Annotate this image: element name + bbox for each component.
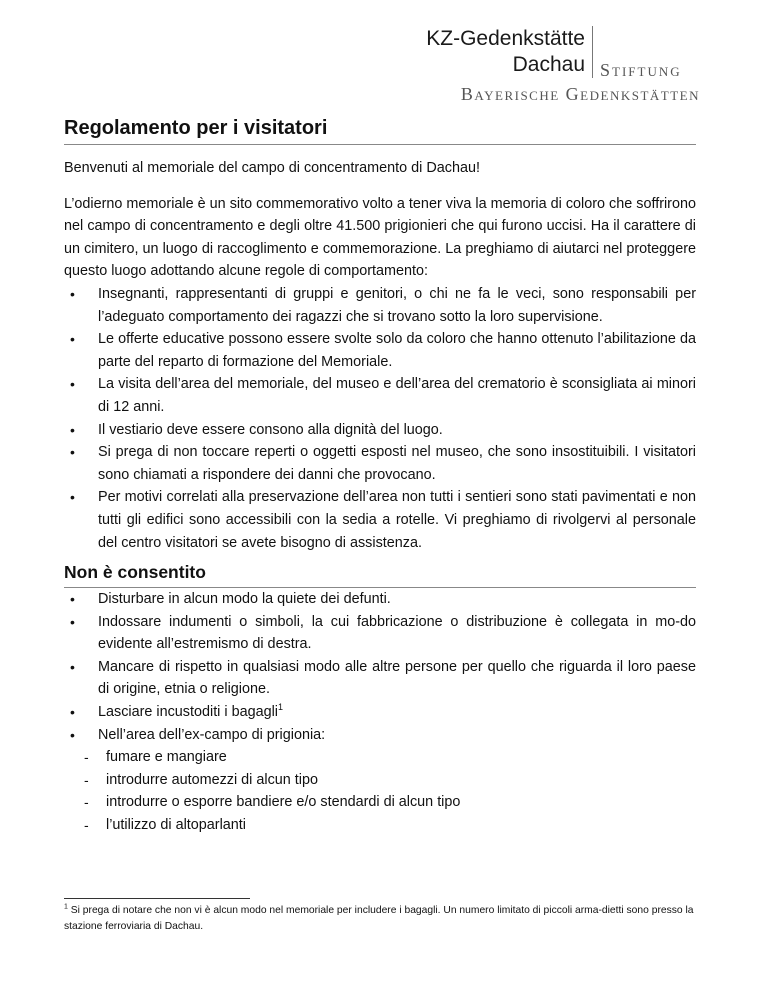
- prohibited-item-camp-area: [64, 724, 696, 837]
- camp-area-text: Nell’area dell’ex-campo di prigionia:: [98, 726, 326, 743]
- memorial-logo: [410, 20, 700, 110]
- footnote: [64, 903, 704, 935]
- logo-divider: [592, 26, 593, 78]
- prohibited-list: [64, 588, 696, 837]
- footnote-reference: 1: [278, 702, 284, 713]
- rule-item: • Si prega di non toccare reperti o oggetti esposti nel museo, che sono insostituibili. I visitatori sono chiamati a rispondere dei danni che provocano.: [64, 441, 696, 486]
- camp-area-sublist: [64, 746, 696, 836]
- rule-item: • Le offerte educative possono essere svolte solo da coloro che hanno ottenuto l’abilitazione da parte del reparto di formazione del Memoriale.: [64, 328, 696, 373]
- logo-wordmark: [426, 26, 585, 78]
- rule-item: • Per motivi correlati alla preservazione dell’area non tutti i sentieri sono stati pavimentati e non tutti gli edifici sono accessibili con la sedia a rotelle. Vi preghiamo di rivolgervi al personale del centro visitatori se avete bisogno di assistenza.: [64, 486, 696, 554]
- footnote-text: Si prega di notare che non vi è alcun modo nel memoriale per includere i bagagli. Un numero limitato di piccoli arma-dietti sono presso la stazione ferroviaria di Dachau.: [64, 905, 694, 932]
- rule-item: • Insegnanti, rappresentanti di gruppi e genitori, o chi ne fa le veci, sono responsabili per l’adeguato comportamento dei ragazzi che si trovano sotto la loro supervisione.: [64, 283, 696, 328]
- logo-line-1: KZ-Gedenkstätte: [426, 27, 585, 50]
- welcome-text: Benvenuti al memoriale del campo di concentramento di Dachau!: [64, 160, 480, 176]
- camp-sub-item: - fumare e mangiare: [84, 746, 696, 769]
- intro-paragraph: L’odierno memoriale è un sito commemorativo volto a tener viva la memoria di coloro che soffrirono nel campo di concentramento e degli oltre 41.500 prigionieri che qui furono uccisi. Ha il carattere di un cimitero, un luogo di raccoglimento e commemorazione. La preghiamo di aiutarci nel proteggere questo luogo adottando alcune regole di comportamento:: [64, 195, 696, 280]
- prohibited-item-luggage: [64, 701, 696, 724]
- rule-item: • La visita dell’area del memoriale, del museo e dell’area del crematorio è sconsigliata ai minori di 12 anni.: [64, 373, 696, 418]
- prohibited-item: • Mancare di rispetto in qualsiasi modo alle altre persone per quello che riguarda il loro paese di origine, etnia o religione.: [64, 656, 696, 701]
- camp-sub-item: - introdurre o esporre bandiere e/o stendardi di alcun tipo: [84, 791, 696, 814]
- camp-sub-item: - l’utilizzo di altoparlanti: [84, 814, 696, 837]
- logo-line-2: Dachau: [512, 53, 585, 76]
- logo-bayerische: Bayerische Gedenkstätten: [460, 84, 700, 104]
- prohibited-item: • Indossare indumenti o simboli, la cui fabbricazione o distribuzione è collegata in mo-do evidente all’estremismo di destra.: [64, 611, 696, 656]
- page-title: Regolamento per i visitatori: [64, 117, 696, 145]
- prohibited-item: • Disturbare in alcun modo la quiete dei defunti.: [64, 588, 696, 611]
- rule-item: • Il vestiario deve essere consono alla dignità del luogo.: [64, 419, 696, 442]
- section-heading-prohibited: Non è consentito: [64, 562, 696, 588]
- rules-list: [64, 283, 696, 554]
- luggage-text: Lasciare incustoditi i bagagli: [98, 704, 278, 721]
- footnote-separator: [64, 898, 250, 899]
- camp-sub-item: - introdurre automezzi di alcun tipo: [84, 769, 696, 792]
- document-body: [64, 117, 696, 837]
- logo-stiftung: Stiftung: [600, 60, 682, 80]
- footnote-mark: 1: [64, 903, 68, 911]
